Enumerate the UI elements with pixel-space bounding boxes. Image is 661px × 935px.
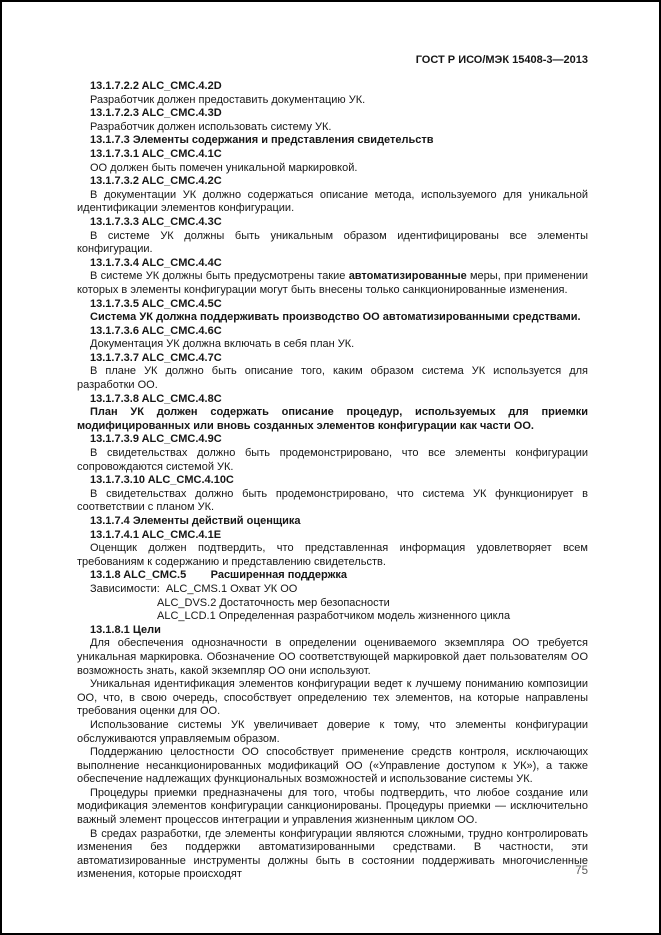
paragraph: Использование системы УК увеличивает доверие к тому, что элементы конфигурации обслуживаются управляемым образом. — [77, 718, 588, 745]
emphasized-text: автоматизированные — [348, 270, 467, 283]
page-number: 75 — [575, 865, 588, 878]
section-heading: 13.1.7.3.2 ALC_CMC.4.2C — [90, 175, 222, 188]
section-heading: 13.1.7.3.4 ALC_CMC.4.4C — [90, 256, 222, 269]
paragraph: Поддержанию целостности ОО способствует применение средств контроля, исключающих выполнение несанкционированных модификаций ОО («Управление доступом к УК»), а также обеспечение надлежащих функциональных возможностей и использование системы УК. — [77, 746, 588, 786]
paragraph: Система УК должна поддерживать производство ОО автоматизированными средствами. — [90, 311, 581, 324]
paragraph: Процедуры приемки предназначены для того, чтобы подтвердить, что любое создание или модификация элементов конфигурации санкционированы. Процедуры приемки — исключительно важный элемент процессов интеграции и управления жизненным циклом ОО. — [77, 786, 588, 827]
section-heading: 13.1.7.3.6 ALC_CMC.4.6C — [90, 324, 222, 337]
section-heading: 13.1.7.3.10 ALC_CMC.4.10C — [90, 474, 234, 487]
paragraph — [77, 270, 588, 297]
section-heading: 13.1.7.4 Элементы действий оценщика — [90, 515, 301, 527]
paragraph: В свидетельствах должно быть продемонстрировано, что система УК функционирует в соответствии с планом УК. — [77, 487, 588, 514]
paragraph: Документация УК должна включать в себя план УК. — [90, 338, 355, 351]
document-header: ГОСТ Р ИСО/МЭК 15408-3—2013 — [415, 54, 588, 66]
paragraph: Для обеспечения однозначности в определении оцениваемого экземпляра ОО требуется уникальная маркировка. Обозначение ОО соответствующей маркировкой дает пользователям ОО возможность знать, какой экземпляр ОО они используют. — [77, 637, 588, 677]
paragraph: Оценщик должен подтвердить, что представленная информация удовлетворяет всем требованиям к содержанию и представлению свидетельств. — [77, 542, 588, 568]
paragraph: В документации УК должно содержаться описание метода, используемого для уникальной идентификации элементов конфигурации. — [77, 188, 588, 215]
section-heading: 13.1.7.3.7 ALC_CMC.4.7C — [90, 351, 222, 364]
paragraph: В системе УК должны быть уникальным образом идентифицированы все элементы конфигурации. — [77, 229, 588, 256]
paragraph: В свидетельствах должно быть продемонстрировано, что все элементы конфигурации сопровождаются системой УК. — [77, 447, 588, 473]
document-content — [77, 80, 588, 882]
paragraph: План УК должен содержать описание процедур, используемых для приемки модифицированных или вновь созданных элементов конфигурации как части ОО. — [77, 406, 588, 432]
section-heading: 13.1.7.3 Элементы содержания и представления свидетельств — [90, 134, 434, 147]
section-heading: 13.1.7.2.2 ALC_CMC.4.2D — [90, 80, 222, 92]
section-heading: 13.1.7.3.8 ALC_CMC.4.8C — [90, 392, 222, 405]
section-heading: 13.1.7.3.1 ALC_CMC.4.1C — [90, 147, 222, 160]
text-run: меры, при применении которых в элементы конфигурации могут быть внесены только санкционированные изменения. — [77, 270, 588, 296]
paragraph: Разработчик должен предоставить документацию УК. — [90, 93, 366, 106]
section-heading: 13.1.7.3.3 ALC_CMC.4.3C — [90, 215, 222, 228]
section-heading: 13.1.8.1 Цели — [90, 623, 161, 636]
text-run: В системе УК должны быть предусмотрены такие — [90, 270, 349, 283]
section-heading: 13.1.7.2.3 ALC_CMC.4.3D — [90, 107, 222, 120]
paragraph: Зависимости: ALC_CMS.1 Охват УК ОО — [90, 582, 298, 595]
section-heading: 13.1.7.4.1 ALC_CMC.4.1E — [90, 528, 222, 541]
paragraph: ALC_LCD.1 Определенная разработчиком модель жизненного цикла — [157, 610, 511, 623]
paragraph: Разработчик должен использовать систему УК. — [90, 120, 332, 133]
paragraph: ALC_DVS.2 Достаточность мер безопасности — [157, 596, 390, 609]
section-heading: 13.1.8 ALC_CMC.5 Расширенная поддержка — [90, 569, 348, 582]
paragraph: В средах разработки, где элементы конфигурации являются сложными, трудно контролировать изменения без поддержки автоматизированными средствами. В частности, эти автоматизированные инструменты должны быть в состоянии поддерживать многочисленные изменения, которые происходят — [77, 827, 588, 881]
section-heading: 13.1.7.3.5 ALC_CMC.4.5C — [90, 297, 222, 310]
section-heading: 13.1.7.3.9 ALC_CMC.4.9C — [90, 433, 222, 446]
paragraph: Уникальная идентификация элементов конфигурации ведет к лучшему пониманию композиции ОО, что, в свою очередь, способствует определению тех элементов, на которые направлены требования оценки для ОО. — [77, 678, 588, 718]
paragraph: В плане УК должно быть описание того, каким образом система УК используется для разработки ОО. — [77, 365, 588, 392]
paragraph: ОО должен быть помечен уникальной маркировкой. — [90, 161, 358, 174]
